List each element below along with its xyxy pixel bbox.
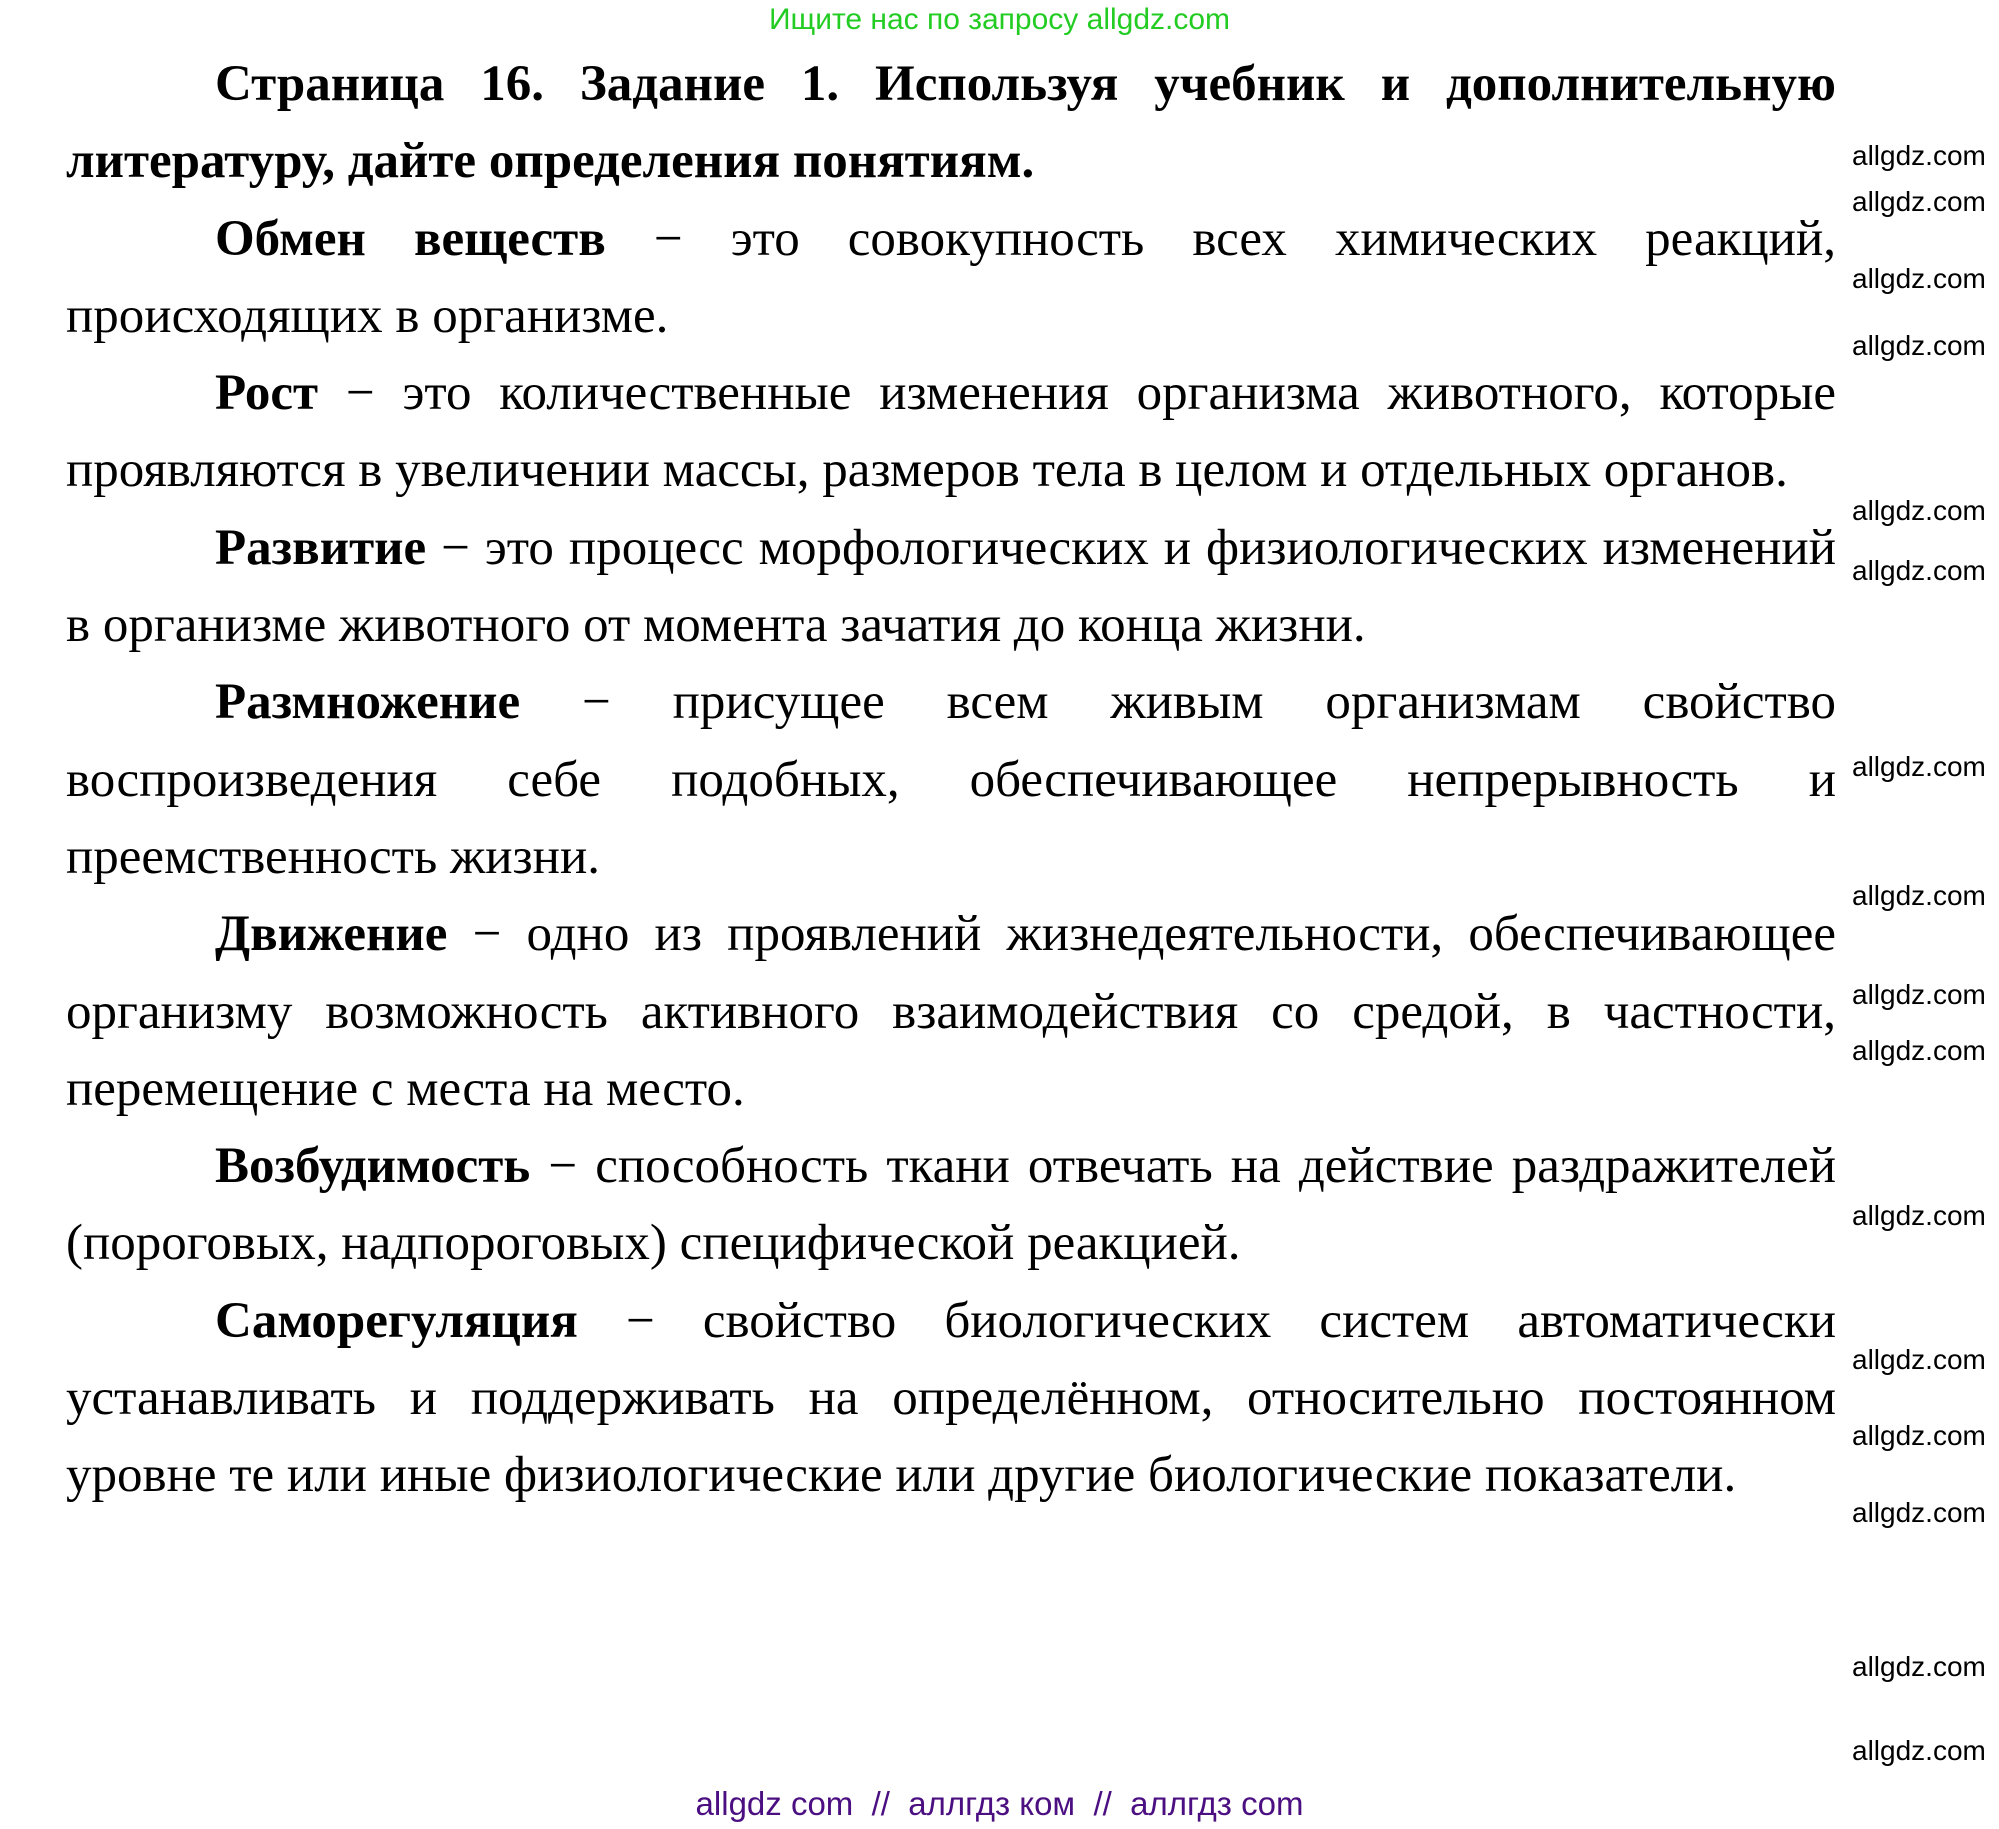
document-body [66, 46, 1836, 1515]
task-title [66, 46, 1836, 201]
watermark: allgdz.com [1852, 1651, 1986, 1682]
definition-movement [66, 896, 1836, 1128]
definition-growth [66, 355, 1836, 510]
watermark: allgdz.com [1852, 880, 1986, 911]
watermark: allgdz.com [1852, 140, 1986, 171]
search-hint-banner: Ищите нас по запросу allgdz.com [768, 3, 1231, 36]
definition-development [66, 510, 1836, 665]
term: Возбудимость [215, 1138, 531, 1195]
term: Размножение [215, 674, 521, 731]
term: Обмен веществ [215, 210, 606, 267]
watermark: allgdz.com [1852, 263, 1986, 294]
definition-text: − это процесс морфологических и физиологических изменений в организме животного от момента зачатия до конца жизни. [66, 519, 1836, 654]
definition-text: − это количественные изменения организма животного, которые проявляются в увеличении массы, размеров тела в целом и отдельных органов. [66, 365, 1836, 499]
watermark: allgdz.com [1852, 1035, 1986, 1066]
definition-excitability [66, 1128, 1836, 1283]
definition-self-regulation [66, 1283, 1836, 1515]
watermark: allgdz.com [1852, 1735, 1986, 1766]
footer-watermark: allgdz com // аллгдз ком // аллгдз com [695, 1785, 1304, 1822]
watermark: allgdz.com [1852, 979, 1986, 1010]
definition-reproduction [66, 664, 1836, 896]
term: Движение [215, 906, 448, 963]
definition-text: − свойство биологических систем автоматически устанавливать и поддерживать на определённом, относительно постоянном уровне те или иные физиологические или другие биологические показатели. [66, 1292, 1836, 1504]
definition-text: − это совокупность всех химических реакций, происходящих в организме. [66, 210, 1836, 344]
watermark: allgdz.com [1852, 495, 1986, 526]
term: Рост [215, 365, 319, 422]
definition-metabolism [66, 201, 1836, 356]
watermark: allgdz.com [1852, 1420, 1986, 1451]
watermark: allgdz.com [1852, 555, 1986, 586]
task-title-text: Страница 16. Задание 1. Используя учебник и дополнительную литературу, дайте определения понятиям. [66, 56, 1836, 190]
watermark: allgdz.com [1852, 330, 1986, 361]
watermark: allgdz.com [1852, 751, 1986, 782]
watermark: allgdz.com [1852, 186, 1986, 217]
watermark: allgdz.com [1852, 1344, 1986, 1375]
definition-text: − способность ткани отвечать на действие раздражителей (пороговых, надпороговых) специфической реакцией. [66, 1138, 1836, 1272]
definition-text: − присущее всем живым организмам свойство воспроизведения себе подобных, обеспечивающее непрерывность и преемственность жизни. [66, 674, 1836, 885]
definition-text: − одно из проявлений жизнедеятельности, обеспечивающее организму возможность активного взаимодействия со средой, в частности, перемещение с места на место. [66, 906, 1836, 1117]
watermark: allgdz.com [1852, 1497, 1986, 1528]
watermark: allgdz.com [1852, 1200, 1986, 1231]
term: Саморегуляция [215, 1292, 578, 1349]
term: Развитие [215, 519, 427, 576]
